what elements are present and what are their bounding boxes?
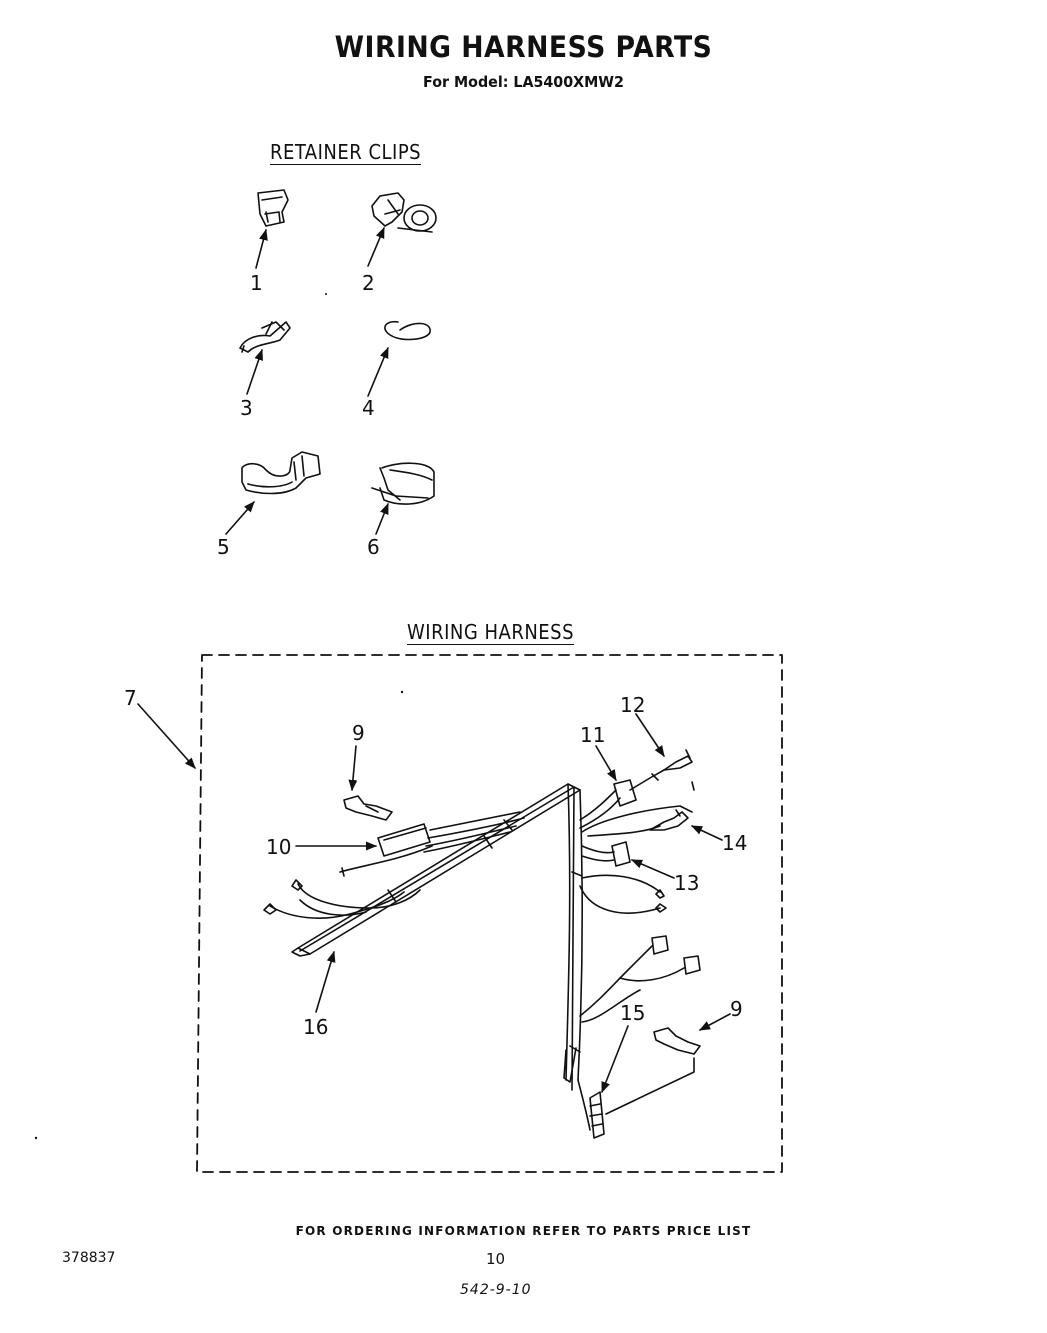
callout-3: 3 — [240, 396, 253, 420]
callout-9-upper: 9 — [352, 721, 365, 745]
ordering-note: FOR ORDERING INFORMATION REFER TO PARTS PRICE LIST — [295, 1224, 752, 1238]
callout-16: 16 — [303, 1015, 329, 1039]
document-number: 378837 — [62, 1250, 116, 1266]
page-number: 10 — [486, 1250, 506, 1268]
leader-arrow-2 — [368, 228, 384, 266]
scan-speck — [35, 1137, 37, 1139]
leader-arrow-5 — [226, 502, 254, 534]
leader-arrow-3 — [247, 350, 262, 394]
callout-1: 1 — [250, 271, 263, 295]
callout-14: 14 — [722, 831, 748, 855]
leader-arrow-15 — [602, 1026, 628, 1092]
retainer-clip-4 — [385, 322, 430, 340]
leader-arrow-7 — [138, 704, 195, 768]
terminal-14 — [650, 812, 688, 830]
callout-12: 12 — [620, 693, 646, 717]
callout-4: 4 — [362, 396, 375, 420]
leader-arrow-14 — [692, 826, 722, 840]
leader-arrow-6 — [376, 504, 388, 534]
retainer-clip-5 — [242, 452, 320, 494]
callout-6: 6 — [367, 535, 380, 559]
leader-arrow-16 — [316, 952, 334, 1012]
retainer-clip-3 — [240, 322, 290, 352]
callout-9-lower: 9 — [730, 997, 743, 1021]
connector-13 — [612, 842, 630, 866]
model-subtitle: For Model: LA5400XMW2 — [423, 73, 624, 91]
scan-speck — [325, 293, 327, 295]
leader-arrow-11 — [596, 746, 616, 780]
leader-arrow-9-lower — [700, 1014, 730, 1030]
callout-2: 2 — [362, 271, 375, 295]
page-title: WIRING HARNESS PARTS — [334, 30, 713, 64]
leader-arrow-13 — [632, 860, 674, 878]
callout-5: 5 — [217, 535, 230, 559]
leader-arrow-4 — [368, 348, 388, 396]
retainer-clip-6 — [372, 463, 434, 504]
callout-11: 11 — [580, 723, 606, 747]
retainer-clip-1 — [258, 190, 288, 226]
retainer-clip-2 — [372, 193, 436, 232]
leader-arrow-12 — [636, 714, 664, 756]
callout-13: 13 — [674, 871, 700, 895]
terminal-12 — [664, 756, 692, 770]
callout-15: 15 — [620, 1001, 646, 1025]
scan-speck — [401, 691, 403, 693]
section-heading-wiring-harness: WIRING HARNESS — [407, 620, 575, 644]
leader-arrow-1 — [256, 230, 266, 268]
callout-7: 7 — [124, 686, 137, 710]
section-heading-retainer-clips: RETAINER CLIPS — [270, 140, 422, 164]
callout-10: 10 — [266, 835, 292, 859]
leader-arrow-9-upper — [352, 746, 356, 790]
wiring-harness-assembly — [264, 750, 700, 1138]
handwritten-code: 542-9-10 — [460, 1282, 532, 1298]
